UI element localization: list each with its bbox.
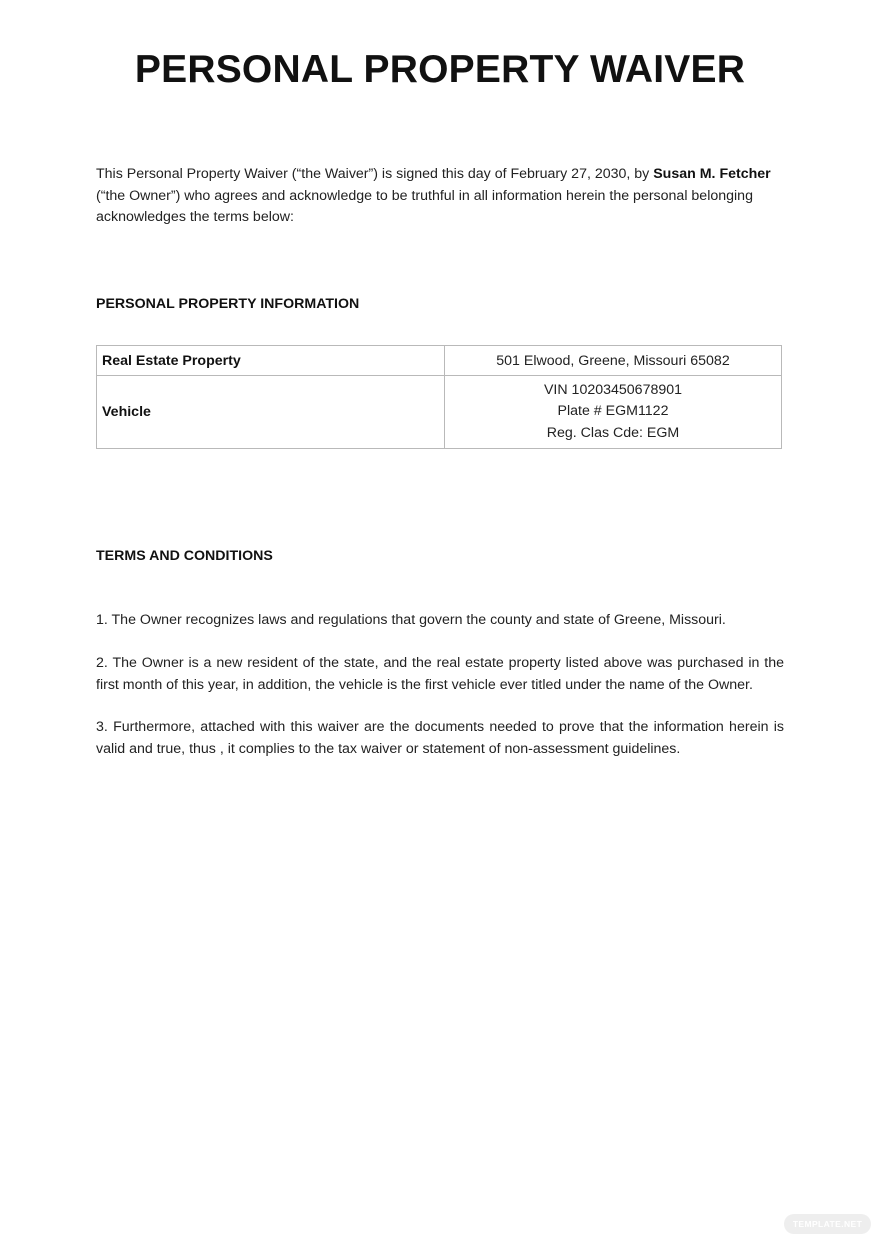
- intro-text-start: This Personal Property Waiver (“the Waiver”) is signed this day of February 27, 2030, by: [96, 166, 654, 182]
- term-item-2: 2. The Owner is a new resident of the state, and the real estate property listed above was purchased in the first month of this year, in addition, the vehicle is the first vehicle ever titled under the name of the Owner.: [96, 655, 784, 693]
- vehicle-details: [445, 376, 782, 449]
- vehicle-label: Vehicle: [97, 376, 445, 449]
- document-title: PERSONAL PROPERTY WAIVER: [134, 48, 746, 91]
- watermark-badge: TEMPLATE.NET: [784, 1214, 871, 1234]
- property-info-heading: PERSONAL PROPERTY INFORMATION: [96, 296, 360, 312]
- intro-paragraph: [96, 164, 784, 229]
- intro-text-end: (“the Owner”) who agrees and acknowledge to be truthful in all information herein the personal belonging acknowledges the terms below:: [96, 187, 753, 226]
- real-estate-address: 501 Elwood, Greene, Missouri 65082: [445, 346, 782, 376]
- property-info-table: [96, 345, 782, 449]
- vehicle-reg-class: Reg. Clas Cde: EGM: [546, 424, 680, 441]
- owner-name: Susan M. Fetcher: [653, 166, 771, 182]
- table-row-vehicle: [97, 376, 782, 449]
- vehicle-vin: VIN 10203450678901: [543, 381, 683, 398]
- real-estate-label: Real Estate Property: [97, 346, 445, 376]
- vehicle-plate: Plate # EGM1122: [557, 403, 669, 420]
- terms-heading: TERMS AND CONDITIONS: [96, 548, 273, 564]
- term-item-3: 3. Furthermore, attached with this waiver are the documents needed to prove that the information herein is valid and true, thus , it complies to the tax waiver or statement of non-assessment guidelines.: [96, 719, 784, 757]
- table-row-real-estate: [97, 346, 782, 376]
- term-item-1: 1. The Owner recognizes laws and regulations that govern the county and state of Greene, Missouri.: [96, 612, 726, 628]
